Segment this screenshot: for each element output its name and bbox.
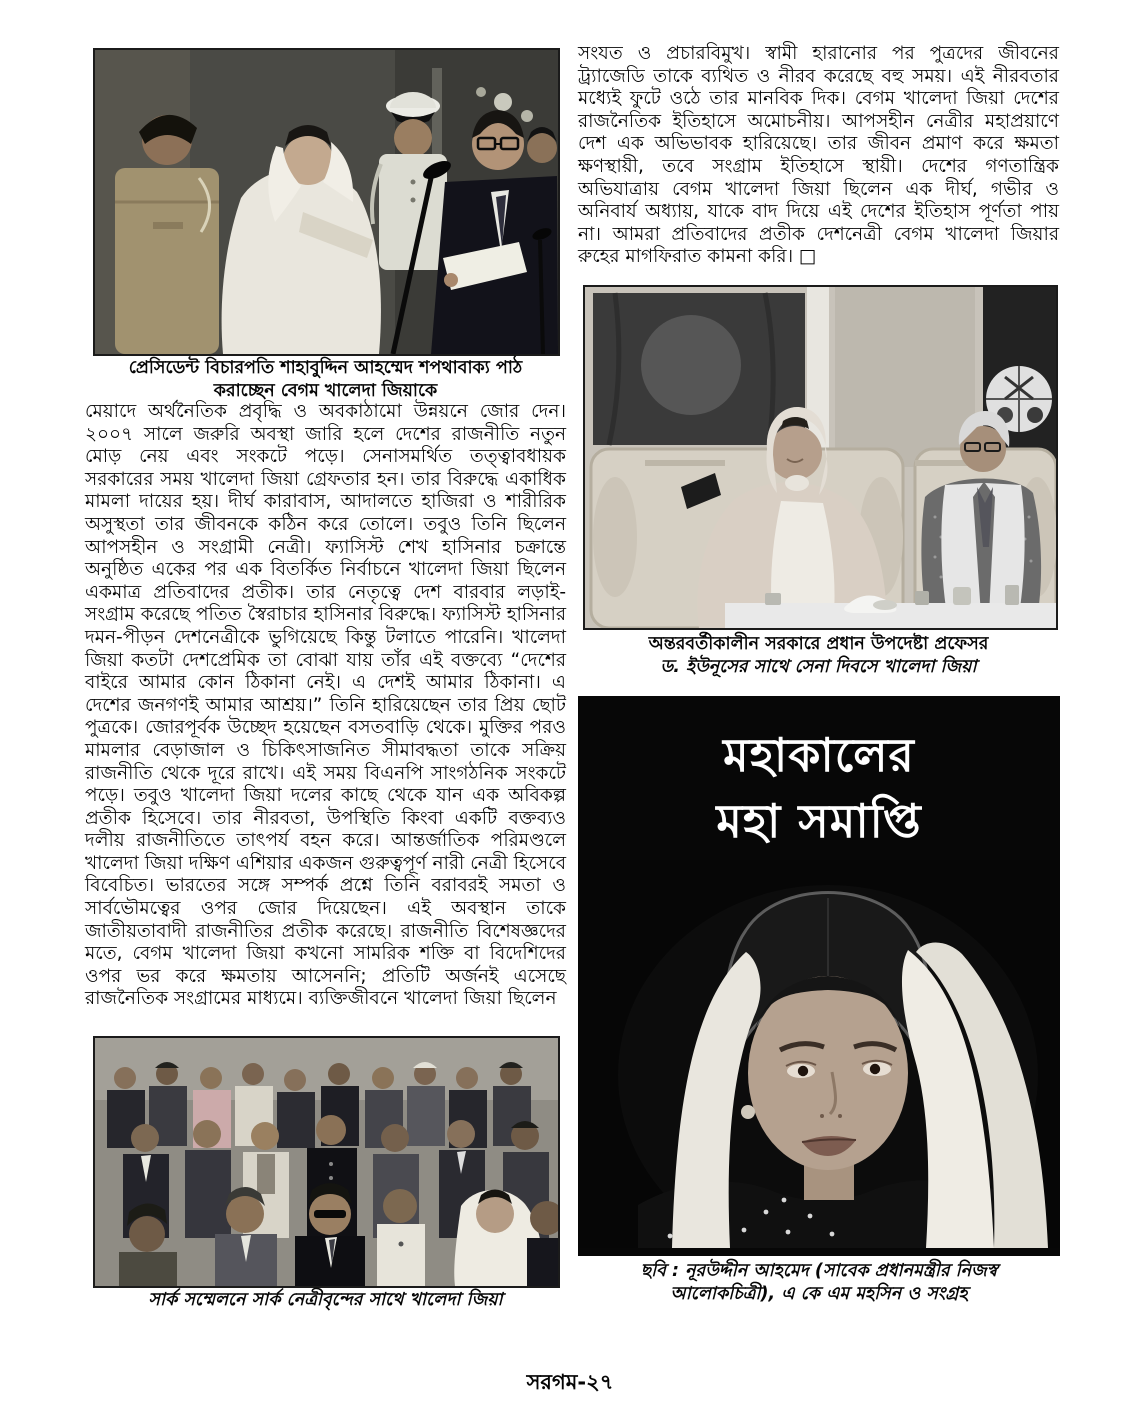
photo2-caption: সার্ক সম্মেলনে সার্ক নেত্রীবৃন্দের সাথে খালেদা জিয়া [148, 1290, 503, 1310]
oath-ceremony-illustration [95, 50, 558, 354]
page-number: সরগম-২৭ [526, 1370, 614, 1394]
photo-saarc-procession [93, 1036, 560, 1288]
article-body-right: সংযত ও প্রচারবিমুখ। স্বামী হারানোর পর পুত্রদের জীবনের ট্র্যাজেডি তাকে ব্যথিত ও নীরব করেছে বহু সময়। এই নীরবতার মধ্যেই ফুটে ওঠে তার মানবিক দিক। বেগম খালেদা জিয়া দেশের রাজনৈতিক ইতিহাসে অমোচনীয়। আপসহীন নেত্রীর মহাপ্রয়াণে দেশ এক অভিভাবক হারিয়েছে। তার জীবন প্রমাণ করে ক্ষমতা ক্ষণস্থায়ী, তবে সংগ্রাম ইতিহাসে স্থায়ী। দেশের গণতান্ত্রিক অভিযাত্রায় বেগম খালেদা জিয়া ছিলেন এক দীর্ঘ, গভীর ও অনিবার্য অধ্যায়, যাকে বাদ দিয়ে এই দেশের ইতিহাস পূর্ণতা পায় না। আমরা প্রতিবাদের প্রতীক দেশনেত্রী বেগম খালেদা জিয়ার রুহের মাগফিরাত কামনা করি। □ [578, 43, 1059, 268]
photo1-caption-line2: করাচ্ছেন বেগম খালেদা জিয়াকে [213, 381, 438, 401]
photo3-caption-line1: অন্তরবর্তীকালীন সরকারে প্রধান উপদেষ্টা প্রফেসর [648, 634, 989, 654]
photo1-caption-line1: প্রেসিডেন্ট বিচারপতি শাহাবুদ্দিন আহম্মেদ শপথাবাক্য পাঠ [128, 358, 523, 378]
headline-line2: মহা সমাপ্তি [716, 794, 922, 848]
photo-oath-ceremony [93, 48, 560, 356]
photo4-caption [578, 1260, 1060, 1306]
memorial-headline [578, 696, 1060, 854]
portrait-illustration [578, 860, 1060, 1248]
photo-meeting-yunus [583, 285, 1058, 630]
article-body-left: মেয়াদে অর্থনৈতিক প্রবৃদ্ধি ও অবকাঠামো উন্নয়নে জোর দেন। ২০০৭ সালে জরুরি অবস্থা জারি হলে দেশের রাজনীতি নতুন মোড় নেয় এবং সংকটে পড়ে। সেনাসমর্থিত তত্ত্বাবধায়ক সরকারের সময় খালেদা জিয়া গ্রেফতার হন। তার বিরুদ্ধে একাধিক মামলা দায়ের হয়। দীর্ঘ কারাবাস, আদালতে হাজিরা ও শারীরিক অসুস্থতা তার জীবনকে কঠিন করে তোলে। তবুও তিনি ছিলেন আপসহীন ও সংগ্রামী নেত্রী। ফ্যাসিস্ট শেখ হাসিনার চক্রান্তে অনুষ্ঠিত একের পর এক বিতর্কিত নির্বাচনে খালেদা জিয়া ছিলেন একমাত্র প্রতিবাদের প্রতীক। তার নেতৃত্বে দেশ বারবার লড়াই-সংগ্রাম করেছে পতিত স্বৈরাচার হাসিনার বিরুদ্ধে। ফ্যাসিস্ট হাসিনার দমন-পীড়ন দেশনেত্রীকে ভুগিয়েছে কিন্তু টলাতে পারেনি। খালেদা জিয়া কতটা দেশপ্রেমিক তা বোঝা যায় তাঁর এই বক্তব্যে “দেশের বাইরে আমার কোন ঠিকানা নেই। এ দেশই আমার ঠিকানা। এ দেশের জনগণই আমার আশ্রয়।” তিনি হারিয়েছেন তার প্রিয় ছোট পুত্রকে। জোরপূর্বক উচ্ছেদ হয়েছেন বসতবাড়ি থেকে। মুক্তির পরও মামলার বেড়াজাল ও চিকিৎসাজনিত সীমাবদ্ধতা তাকে সক্রিয় রাজনীতি থেকে দূরে রাখে। এই সময় বিএনপি সাংগঠনিক সংকটে পড়ে। তবুও খালেদা জিয়া দলের কাছে থেকে যান এক অবিকল্প প্রতীক হিসেবে। তার নীরবতা, উপস্থিতি কিংবা একটি বক্তব্যও দলীয় রাজনীতিতে তাৎপর্য বহন করে। আন্তর্জাতিক পরিমণ্ডলে খালেদা জিয়া দক্ষিণ এশিয়ার একজন গুরুত্বপূর্ণ নারী নেত্রী হিসেবে বিবেচিত। ভারতের সঙ্গে সম্পর্ক প্রশ্নে তিনি বরাবরই সমতা ও সার্বভৌমত্বের ওপর জোর দিয়েছেন। এই অবস্থান তাকে জাতীয়তাবাদী রাজনীতির প্রতীক করেছে। রাজনীতি বিশেষজ্ঞদের মতে, বেগম খালেদা জিয়া কখনো সামরিক শক্তি বা বিদেশিদের ওপর ভর করে ক্ষমতায় আসেননি; প্রতিটি অর্জনই এসেছে রাজনৈতিক সংগ্রামের মাধ্যমে। ব্যক্তিজীবনে খালেদা জিয়া ছিলেন [85, 401, 566, 1010]
memorial-panel [578, 696, 1060, 1256]
meeting-illustration [585, 287, 1056, 628]
photo1-caption [85, 357, 566, 403]
photo4-caption-line1: ছবি : নূরউদ্দীন আহমেদ (সাবেক প্রধানমন্ত্রীর নিজস্ব [640, 1261, 998, 1281]
headline-line1: মহাকালের [723, 728, 915, 782]
photo3-caption [578, 633, 1059, 679]
photo3-caption-line2: ড. ইউনূসের সাথে সেনা দিবসে খালেদা জিয়া [660, 657, 977, 677]
saarc-procession-illustration [95, 1038, 558, 1286]
photo4-caption-line2: আলোকচিত্রী), এ কে এম মহসিন ও সংগ্রহ [670, 1284, 968, 1304]
